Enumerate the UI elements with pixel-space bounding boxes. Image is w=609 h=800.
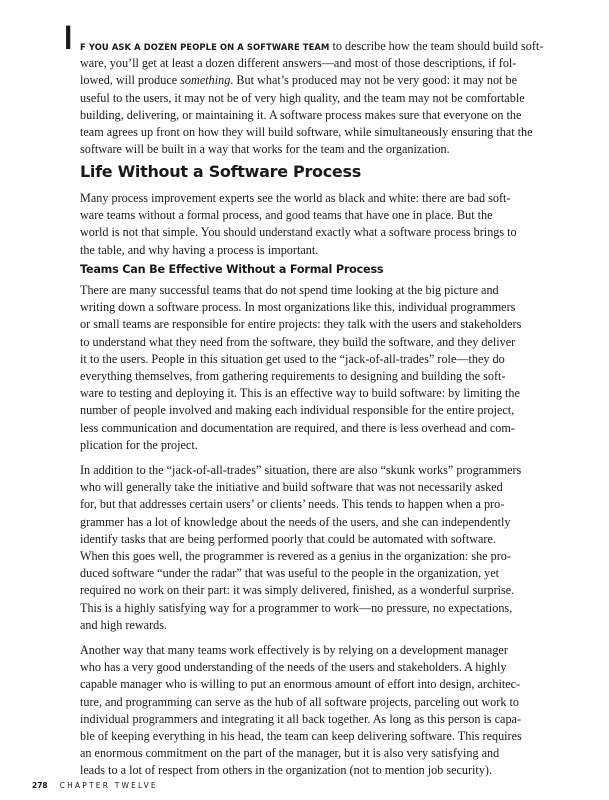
intro-text: to describe how the team should build soft-: [329, 39, 544, 53]
text-line: Many process improvement experts see the world as black and white: there are bad soft-: [80, 191, 511, 205]
intro-line: [80, 72, 517, 88]
text-line: who has a very good understanding of the needs of the users and stakeholders. A highly: [80, 660, 507, 675]
text-line: less communication and documentation are required, and there is less overhead and com-: [80, 420, 515, 435]
text-line: and high rewards.: [80, 617, 167, 632]
text-line: useful to the users, it may not be of very high quality, and the team may not be comfortable: [80, 90, 525, 105]
emphasis: something: [180, 73, 231, 88]
text-line: the table, and why having a process is important.: [80, 242, 319, 257]
lead-in: F YOU ASK A DOZEN PEOPLE ON A SOFTWARE TEAM: [80, 42, 330, 52]
text-line: ture, and programming can serve as the hub of all software projects, parceling out work to: [80, 694, 519, 709]
text-line: to understand what they need from the software, they build the software, and they deliver: [80, 334, 516, 349]
text-line: leads to a lot of respect from others in the organization (not to mention job security).: [80, 763, 493, 778]
text-line: number of people involved and making each individual responsible for the entire project,: [80, 403, 515, 418]
text-line: individual programmers and integrating it all back together. As long as this person is capa-: [80, 711, 522, 726]
page-number: 278: [32, 781, 48, 790]
text-line: or small teams are responsible for entire projects: they talk with the users and stakeholders: [80, 317, 522, 332]
text-line: plication for the project.: [80, 437, 198, 452]
text-line: This is a highly satisfying way for a programmer to work—no pressure, no expectations,: [80, 600, 513, 615]
text-line: Another way that many teams work effectively is by relying on a development manager: [80, 643, 508, 657]
section-heading: Life Without a Software Process: [80, 162, 361, 181]
text-line: ware teams without a formal process, and good teams that have one in place. But the: [80, 208, 493, 223]
text-line: ble of keeping everything in his head, the team can keep delivering software. This requires: [80, 729, 522, 743]
text-line: writing down a software process. In most organizations like this, individual programmers: [80, 300, 516, 315]
chapter-label: CHAPTER TWELVE: [59, 781, 158, 790]
text-line: There are many successful teams that do not spend time looking at the big picture and: [80, 283, 499, 297]
text-line: identify tasks that are being performed poorly that could be automated with software.: [80, 531, 496, 546]
text-line: everything themselves, from gathering requirements to designing and building the soft-: [80, 369, 506, 383]
page-footer: [32, 781, 158, 791]
intro-line: ware, you’ll get at least a dozen different answers—and most of those descriptions, if fol-: [80, 56, 517, 71]
text-line: In addition to the “jack-of-all-trades” situation, there are also “skunk works” programmers: [80, 463, 522, 477]
text-line: capable manager who is willing to put an enormous amount of effort into design, architec-: [80, 677, 521, 692]
text-line: it to the users. People in this situation get used to the “jack-of-all-trades” role—they do: [80, 351, 505, 366]
text-line: an enormous commitment on the part of the manager, but it is also very satisfying and: [80, 746, 500, 761]
text-line: who will generally take the initiative and build software that was not necessarily asked: [80, 480, 503, 495]
text-line: software will be built in a way that works for the team and the organization.: [80, 142, 450, 157]
text-line: required no work on their part: it was simply delivered, finished, as a wonderful surprise.: [80, 583, 515, 598]
intro-text: . But what’s produced may not be very good: it may not be: [230, 73, 517, 88]
text-line: When this goes well, the programmer is revered as a genius in the organization: she pro-: [80, 549, 511, 563]
text-line: world is not that simple. You should understand exactly what a software process brings to: [80, 225, 517, 240]
text-line: ware to testing and deploying it. This is an effective way to build software: by limiting the: [80, 386, 520, 401]
text-line: building, delivering, or maintaining it. A software process makes sure that everyone on the: [80, 107, 522, 122]
intro-line: [80, 38, 543, 55]
subsection-heading: Teams Can Be Effective Without a Formal Process: [80, 263, 384, 276]
text-line: team agrees up front on how they will build software, while simultaneously ensuring that the: [80, 125, 533, 139]
intro-text: lowed, will produce: [80, 73, 181, 88]
drop-cap: I: [64, 19, 73, 57]
text-line: for, but that addresses certain users’ or clients’ needs. This tends to happen when a pro-: [80, 497, 505, 512]
text-line: grammer has a lot of knowledge about the needs of the users, and she can independently: [80, 514, 511, 529]
text-line: duced software “under the radar” that was useful to the people in the organization, yet: [80, 566, 500, 581]
